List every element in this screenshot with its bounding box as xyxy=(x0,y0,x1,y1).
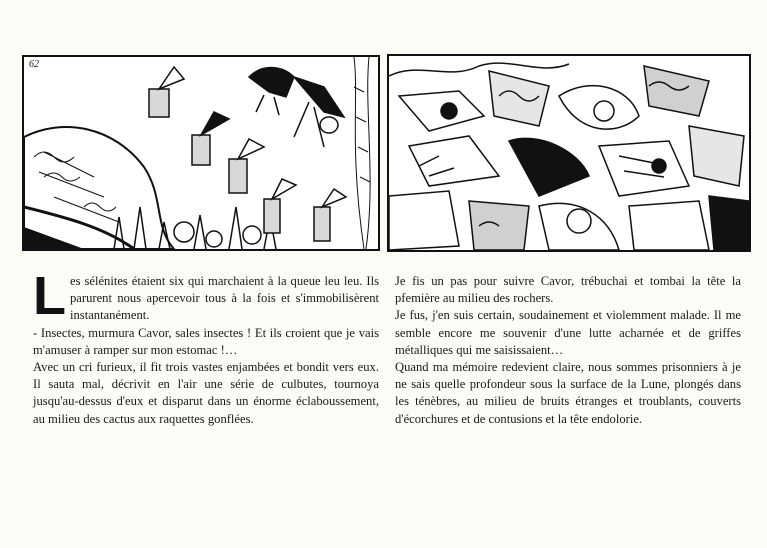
paragraph: - Insectes, murmura Cavor, sales insectes ! Et ils croient que je vais m'amuser à ramper sur mon estomac !… xyxy=(33,325,379,357)
paragraph xyxy=(33,266,379,326)
paragraph: Je fus, j'en suis certain, soudainement et violemment malade. Il me semble encore me souvenir d'une lutte acharnée et de griffes métalliques qui me saisissaient… xyxy=(395,308,741,357)
panel-left-illustration xyxy=(24,57,378,249)
paragraph: Quand ma mémoire redevient claire, nous sommes prisonniers à je ne sais quelle profondeur sous la surface de la Lune, plongés dans les ténèbres, au milieu de bruits étranges et troublants, couverts d'écorchures et de contusions et la tête endolorie. xyxy=(395,360,741,426)
comic-panel-left xyxy=(22,55,380,251)
drop-cap: L xyxy=(33,266,66,326)
paragraph: Je fis un pas pour suivre Cavor, trébuchai et tombai la tête la pfemière au milieu des rochers. xyxy=(395,274,741,306)
page-number: 62 xyxy=(29,59,39,70)
text-column-left xyxy=(33,266,379,428)
panel-right-illustration xyxy=(389,56,749,250)
paragraph-text: es sélénites étaient six qui marchaient à la queue leu leu. Ils parurent nous apercevoir tous à la fois et s'immobilisèrent instantanément. xyxy=(70,274,379,323)
text-column-right xyxy=(395,273,741,428)
paragraph: Avec un cri furieux, il fit trois vastes enjambées et bondit vers eux. Il sauta mal, décrivit en l'air une série de culbutes, tournoya jusqu'au-dessus d'eux et disparut dans un énorme éclaboussement, au milieu des cactus aux raquettes gonflées. xyxy=(33,360,379,426)
comic-panel-right xyxy=(387,54,751,252)
